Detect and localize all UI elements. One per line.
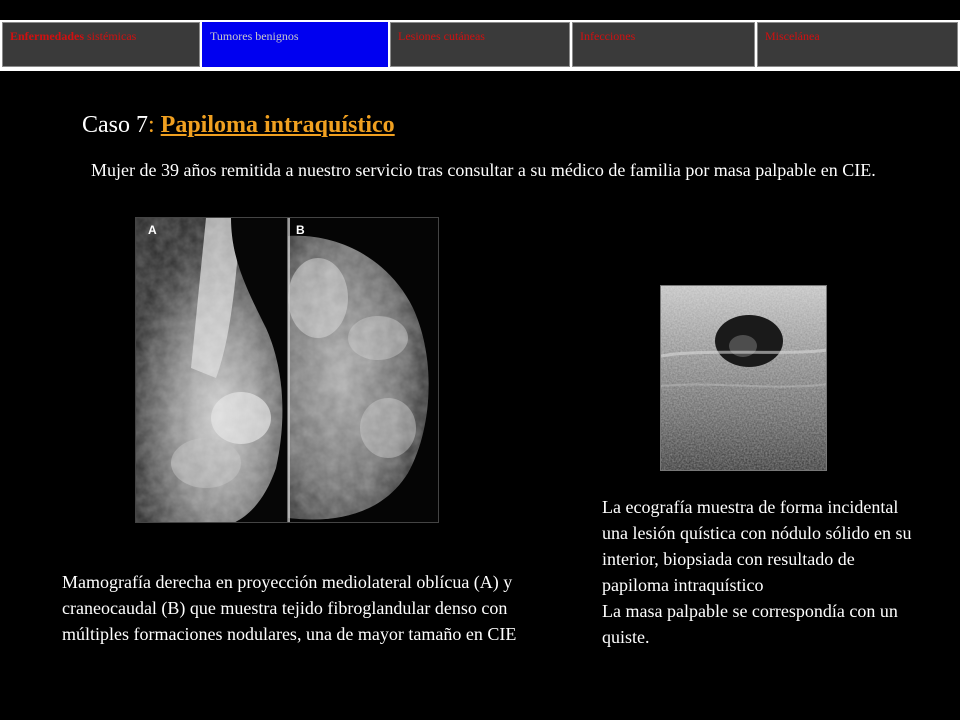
case-title bbox=[82, 112, 395, 139]
ultrasound-description-finding: La ecografía muestra de forma incidental una lesión quística con nódulo sólido en su interior, biopsiada con resultado de papiloma intraquístico bbox=[602, 497, 912, 595]
mammogram-label-a: A bbox=[148, 223, 157, 237]
mammogram-panel-b bbox=[287, 218, 439, 522]
nav-item-label: sistémicas bbox=[84, 29, 137, 43]
top-navigation bbox=[0, 20, 960, 71]
ultrasound-description bbox=[602, 494, 922, 650]
case-title-link[interactable]: Papiloma intraquístico bbox=[160, 112, 395, 138]
nav-item-infecciones[interactable]: Infecciones bbox=[572, 22, 755, 67]
case-introduction: Mujer de 39 años remitida a nuestro servicio tras consultar a su médico de familia por masa palpable en CIE. bbox=[91, 160, 876, 180]
mammography-image bbox=[135, 217, 439, 523]
nav-item-tumores-benignos[interactable]: Tumores benignos bbox=[202, 22, 388, 67]
case-title-prefix: Caso 7 bbox=[82, 112, 148, 138]
case-title-colon: : bbox=[148, 112, 155, 138]
ultrasound-image bbox=[660, 285, 827, 471]
nav-item-miscelanea[interactable]: Miscelánea bbox=[757, 22, 958, 67]
ultrasound-description-conclusion: La masa palpable se correspondía con un quiste. bbox=[602, 601, 898, 647]
mammogram-craniocaudal-image bbox=[288, 218, 439, 522]
mammogram-panel-a bbox=[136, 218, 287, 522]
mammogram-oblique-image bbox=[136, 218, 287, 522]
nav-item-label-bold: Enfermedades bbox=[10, 29, 84, 43]
mammogram-label-b: B bbox=[296, 223, 305, 237]
mammography-description: Mamografía derecha en proyección mediolateral oblícua (A) y craneocaudal (B) que muestra tejido fibroglandular denso con múltiples formaciones nodulares, una de mayor tamaño en CIE bbox=[62, 572, 517, 644]
ultrasound-scan bbox=[661, 286, 827, 471]
nav-item-enfermedades-sistemicas[interactable] bbox=[2, 22, 200, 67]
nav-item-lesiones-cutaneas[interactable]: Lesiones cutáneas bbox=[390, 22, 570, 67]
